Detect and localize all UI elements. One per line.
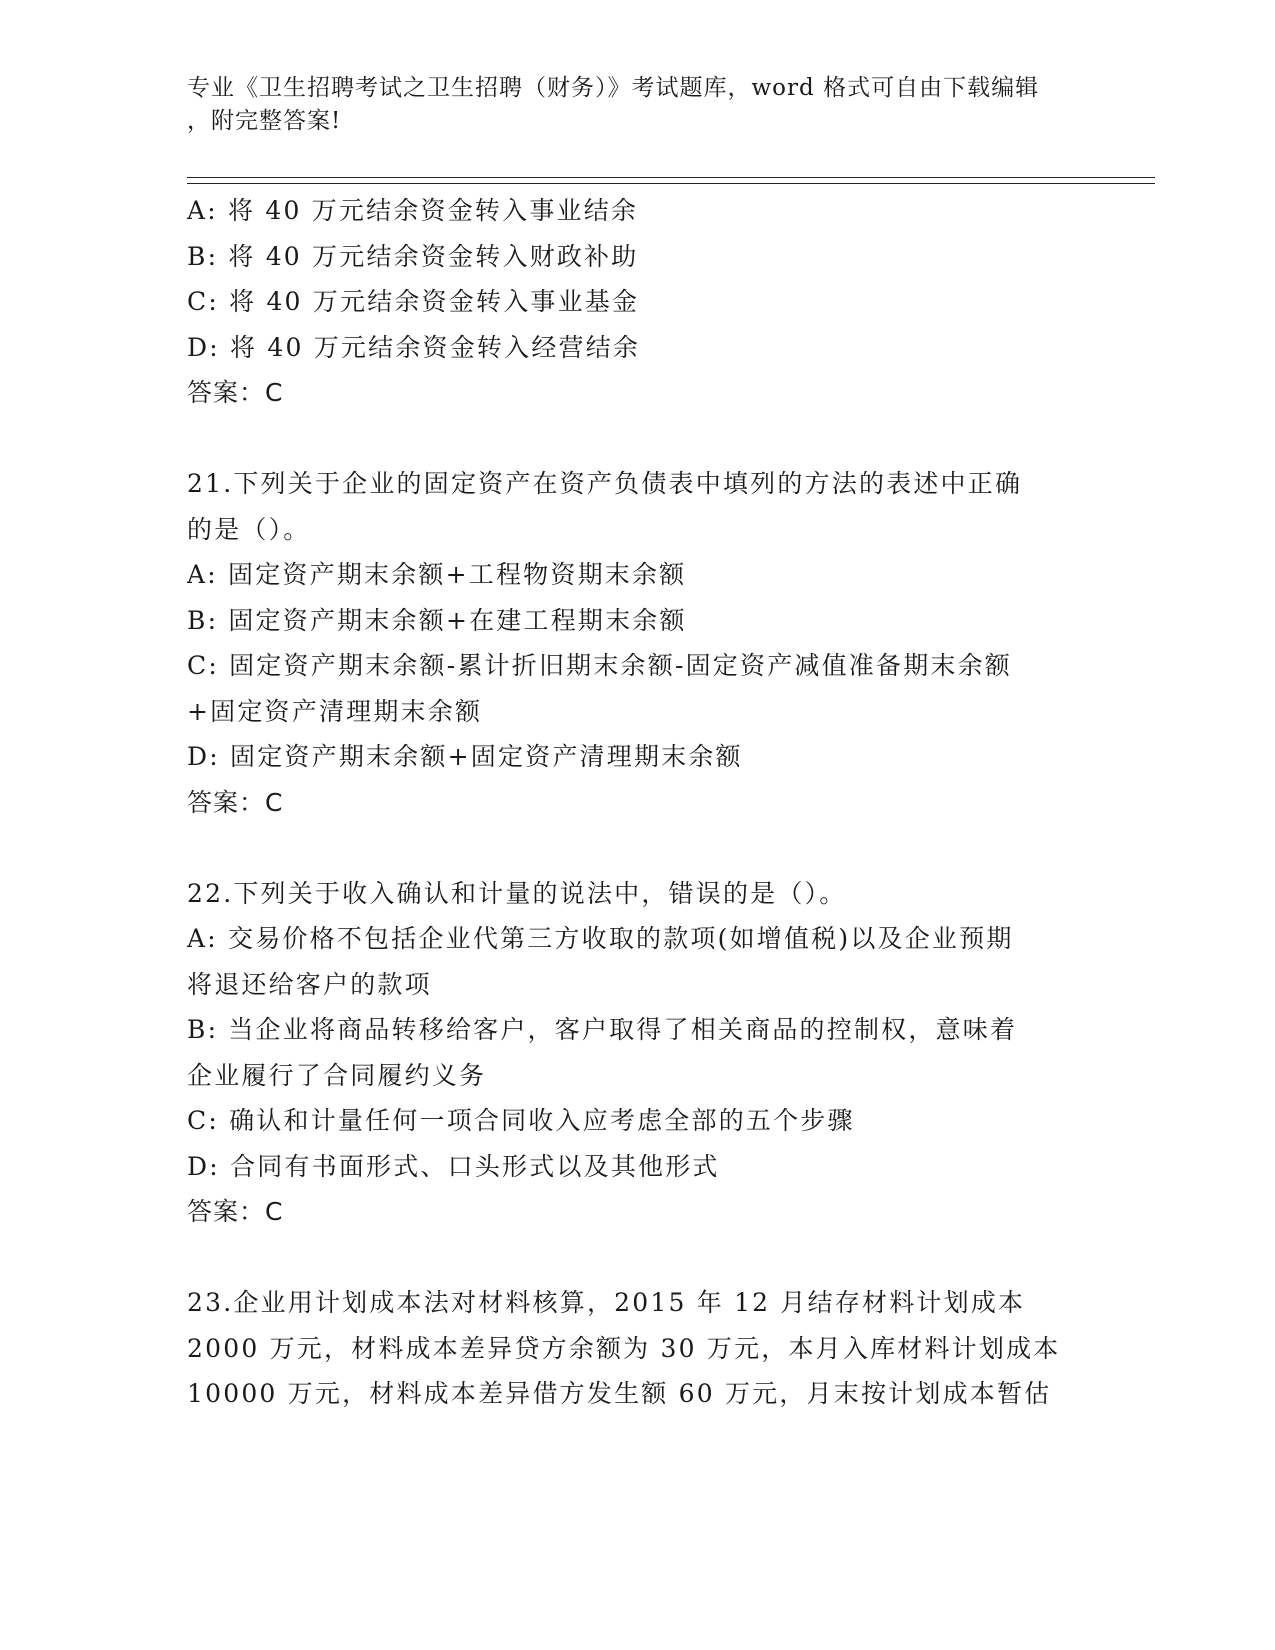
option-a-continued: 将退还给客户的款项 bbox=[187, 969, 432, 999]
header-rule-top bbox=[187, 177, 1155, 178]
option-d: D: 固定资产期末余额+固定资产清理期末余额 bbox=[187, 742, 743, 771]
question-stem: 的是（）。 bbox=[187, 514, 311, 544]
header-line-2: ，附完整答案! bbox=[187, 108, 342, 134]
option-d: D: 合同有书面形式、口头形式以及其他形式 bbox=[187, 1151, 720, 1181]
question-stem: 22.下列关于收入确认和计量的说法中，错误的是（）。 bbox=[187, 878, 847, 908]
answer: 答案：C bbox=[187, 787, 284, 817]
option-a: A: 固定资产期末余额+工程物资期末余额 bbox=[187, 560, 687, 589]
question-20 bbox=[187, 188, 1087, 416]
header-rule-bottom bbox=[187, 183, 1155, 184]
option-a: A: 将 40 万元结余资金转入事业结余 bbox=[187, 196, 639, 225]
question-stem: 23.企业用计划成本法对材料核算，2015 年 12 月结存材料计划成本 bbox=[187, 1288, 1026, 1317]
question-stem: 10000 万元，材料成本差异借方发生额 60 万元，月末按计划成本暂估 bbox=[187, 1379, 1052, 1408]
option-b: B: 固定资产期末余额+在建工程期末余额 bbox=[187, 605, 687, 635]
question-22 bbox=[187, 871, 1087, 1235]
option-b: B: 当企业将商品转移给客户，客户取得了相关商品的控制权，意味着 bbox=[187, 1015, 1018, 1044]
question-stem: 2000 万元，材料成本差异贷方余额为 30 万元，本月入库材料计划成本 bbox=[187, 1333, 1061, 1363]
option-c: C: 固定资产期末余额-累计折旧期末余额-固定资产减值准备期末余额 bbox=[187, 651, 1012, 680]
option-a: A: 交易价格不包括企业代第三方收取的款项(如增值税)以及企业预期 bbox=[187, 924, 1014, 953]
question-stem: 21.下列关于企业的固定资产在资产负债表中填列的方法的表述中正确 bbox=[187, 469, 1023, 498]
spacer bbox=[187, 1235, 1087, 1281]
document-header bbox=[187, 72, 1067, 138]
option-d: D: 将 40 万元结余资金转入经营结余 bbox=[187, 332, 641, 362]
question-23 bbox=[187, 1280, 1087, 1417]
option-b-continued: 企业履行了合同履约义务 bbox=[187, 1060, 487, 1090]
option-c: C: 确认和计量任何一项合同收入应考虑全部的五个步骤 bbox=[187, 1106, 855, 1135]
answer: 答案：C bbox=[187, 1197, 284, 1226]
question-21 bbox=[187, 461, 1087, 825]
spacer bbox=[187, 416, 1087, 462]
answer: 答案：C bbox=[187, 378, 284, 407]
option-b: B: 将 40 万元结余资金转入财政补助 bbox=[187, 241, 639, 271]
document-body bbox=[187, 188, 1087, 1417]
option-c-continued: +固定资产清理期末余额 bbox=[187, 696, 483, 726]
header-line-1: 专业《卫生招聘考试之卫生招聘（财务）》考试题库，word 格式可自由下载编辑 bbox=[187, 75, 1040, 101]
spacer bbox=[187, 825, 1087, 871]
option-c: C: 将 40 万元结余资金转入事业基金 bbox=[187, 287, 640, 316]
